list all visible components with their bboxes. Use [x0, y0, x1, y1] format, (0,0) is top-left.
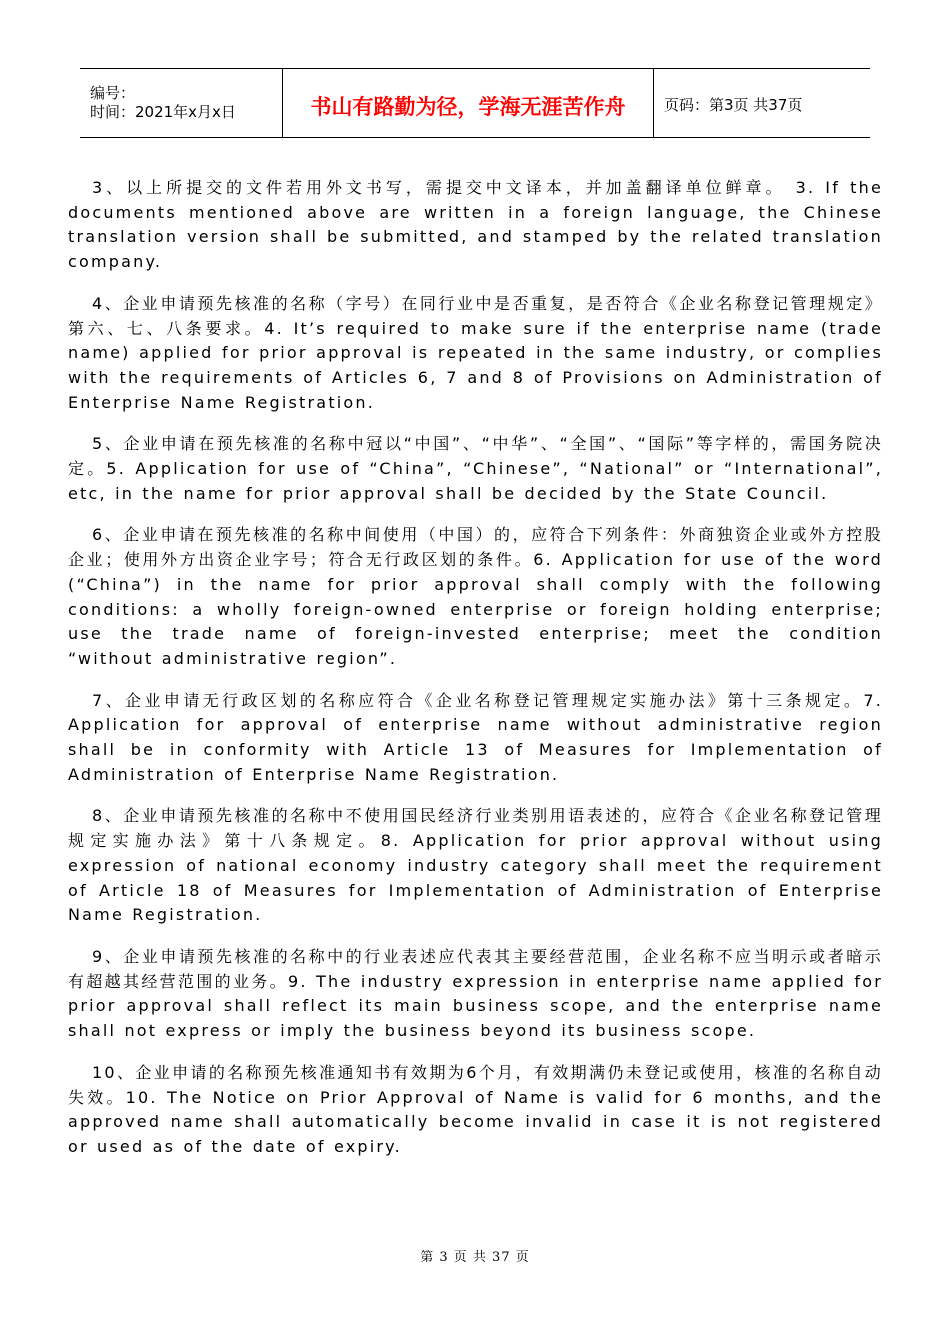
header-page-info [654, 69, 870, 137]
paragraph-10: 10、企业申请的名称预先核准通知书有效期为6个月，有效期满仍未登记或使用，核准的名称自动失效。10. The Notice on Prior Approval of Name is valid for 6 months, and the approved name shall automatically become invalid in case it is not registered or used as of the date of expiry. [68, 1062, 883, 1156]
page-header [80, 68, 870, 138]
document-date-label: 时间：2021年x月x日 [90, 103, 236, 121]
document-number-label: 编号： [90, 84, 136, 102]
paragraph-3: 3、以上所提交的文件若用外文书写，需提交中文译本，并加盖翻译单位鲜章。 3. If the documents mentioned above are written in a foreign language, the Chinese translation version shall be submitted, and stamped by the related translation company. [68, 178, 883, 272]
header-meta [80, 69, 282, 137]
footer-page-number: 第 3 页 共 37 页 [420, 1250, 530, 1265]
paragraph-4: 4、企业申请预先核准的名称（字号）在同行业中是否重复，是否符合《企业名称登记管理规定》第六、七、八条要求。4. It’s required to make sure if the enterprise name (trade name) applied for prior approval is repeated in the same industry, or complies with the requirements of Articles 6, 7 and 8 of Provisions on Administration of Enterprise Name Registration. [68, 293, 883, 412]
paragraph-6: 6、企业申请在预先核准的名称中间使用（中国）的，应符合下列条件：外商独资企业或外方控股企业；使用外方出资企业字号；符合无行政区划的条件。6. Application for use of the word (“China”) in the name for prior approval shall comply with the following conditions: a wholly foreign-owned enterprise or foreign holding enterprise; use the trade name of foreign-invested enterprise; meet the condition “without administrative region”. [68, 525, 883, 668]
paragraph-5: 5、企业申请在预先核准的名称中冠以“中国”、“中华”、“全国”、“国际”等字样的，需国务院决定。5. Application for use of “China”, “Chinese”, “National” or “International”, etc, in the name for prior approval shall be decided by the State Council. [68, 434, 883, 503]
motto-text: 书山有路勤为径，学海无涯苦作舟 [310, 95, 626, 119]
paragraph-8: 8、企业申请预先核准的名称中不使用国民经济行业类别用语表述的，应符合《企业名称登记管理规定实施办法》第十八条规定。8. Application for prior approval without using expression of national economy industry category shall meet the requirement of Article 18 of Measures for Implementation of Administration of Enterprise Name Registration. [68, 806, 883, 925]
paragraph-7: 7、企业申请无行政区划的名称应符合《企业名称登记管理规定实施办法》第十三条规定。7. Application for approval of enterprise name without administrative region shall be in conformity with Article 13 of Measures for Implementation of Administration of Enterprise Name Registration. [68, 690, 883, 784]
page-footer [0, 1246, 950, 1265]
document-body [68, 176, 883, 1177]
header-motto [282, 69, 654, 137]
page-number-label: 页码：第3页 共37页 [664, 95, 803, 114]
paragraph-9: 9、企业申请预先核准的名称中的行业表述应代表其主要经营范围，企业名称不应当明示或者暗示有超越其经营范围的业务。9. The industry expression in enterprise name applied for prior approval shall reflect its main business scope, and the enterprise name shall not express or imply the business beyond its business scope. [68, 946, 883, 1041]
